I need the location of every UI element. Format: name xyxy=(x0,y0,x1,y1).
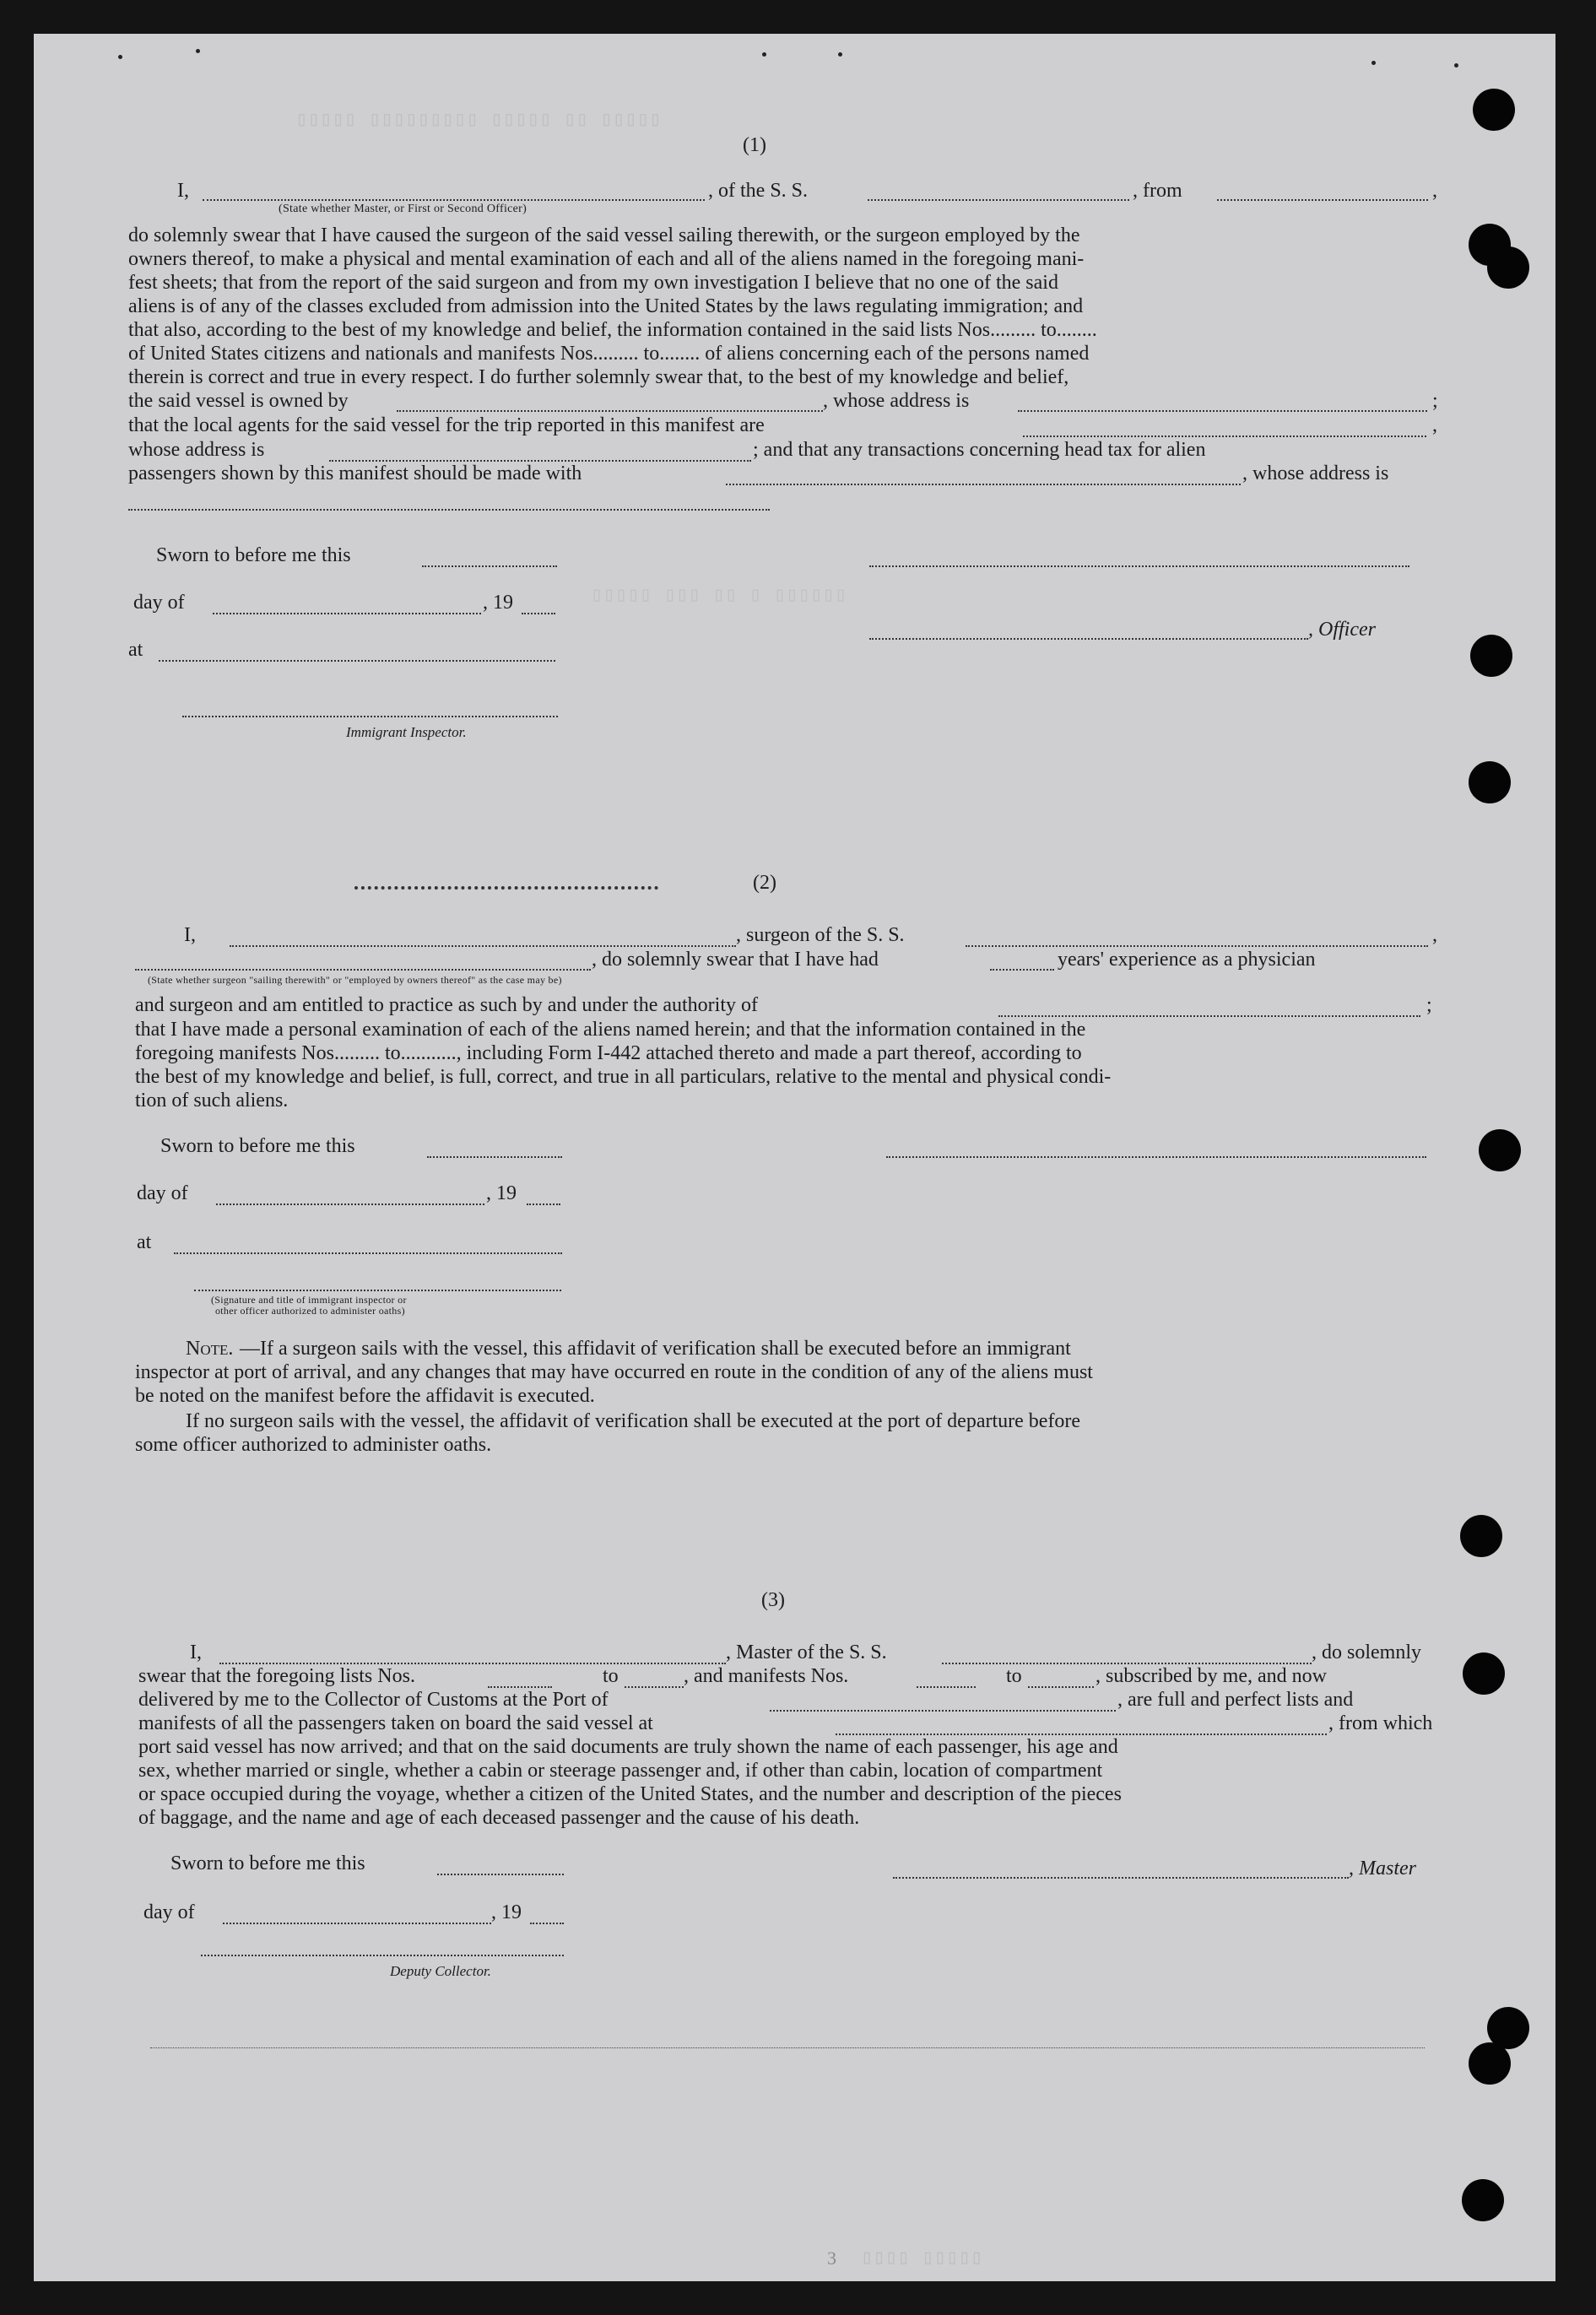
s3-master-signature-blank[interactable] xyxy=(893,1877,1349,1879)
s1-headtax-text: ; and that any transactions concerning head tax for alien xyxy=(753,439,1206,461)
s1-para-line: of United States citizens and nationals and manifests Nos......... to........ of aliens concerning each of the persons named xyxy=(128,343,1090,365)
s3-para-line: or space occupied during the voyage, whether a citizen of the United States, and the number and description of the pieces xyxy=(138,1783,1122,1805)
ink-speck xyxy=(762,52,766,57)
s2-para-line: foregoing manifests Nos......... to..........., including Form I-442 attached thereto and made a part thereof, according to xyxy=(135,1042,1082,1064)
s1-owned-label: the said vessel is owned by xyxy=(128,390,349,412)
binder-hole xyxy=(1473,89,1515,131)
s2-signature-caption: (Signature and title of immigrant inspector or xyxy=(211,1294,407,1306)
manifest-form-sheet xyxy=(34,34,1555,2281)
s1-para-line: that also, according to the best of my knowledge and belief, the information contained in the said lists Nos......... to........ xyxy=(128,319,1097,341)
binder-hole xyxy=(1462,2179,1504,2221)
ink-speck xyxy=(838,52,842,57)
s1-para-line: aliens is of any of the classes excluded from admission into the United States by the laws regulating immigration; and xyxy=(128,295,1084,317)
s1-owner-address-blank[interactable] xyxy=(1018,410,1427,412)
binder-hole xyxy=(1463,1652,1505,1695)
s3-lists-to-blank[interactable] xyxy=(625,1686,684,1688)
binder-hole xyxy=(1469,2042,1511,2085)
s1-para-line: owners thereof, to make a physical and mental examination of each and all of the aliens named in the foregoing mani- xyxy=(128,248,1085,270)
footer-page-mark: 3 xyxy=(827,2247,836,2269)
s1-day-label: day of xyxy=(133,592,185,614)
s2-day-label: day of xyxy=(137,1182,188,1204)
s1-para-line: fest sheets; that from the report of the said surgeon and from my own investigation I believe that no one of the said xyxy=(128,272,1058,294)
s1-officer-signature-blank[interactable] xyxy=(869,565,1409,567)
s2-surgeon-label: , surgeon of the S. S. xyxy=(736,924,905,946)
s2-semicolon: ; xyxy=(1426,994,1432,1016)
s3-master-label: , Master of the S. S. xyxy=(726,1642,887,1663)
s2-at-place-blank[interactable] xyxy=(174,1252,562,1254)
s3-solemnly-label: , do solemnly xyxy=(1312,1642,1421,1663)
s1-sworn-day-blank[interactable] xyxy=(422,565,557,567)
s2-surgeon-signature-blank[interactable] xyxy=(886,1156,1426,1158)
bleed-through-text: ▯▯▯▯▯ ▯▯▯ ▯▯ ▯ ▯▯▯▯▯▯ xyxy=(591,582,847,606)
s1-rank-caption: (State whether Master, or First or Second Officer) xyxy=(279,203,527,215)
s2-status-caption: (State whether surgeon "sailing therewith" or "employed by owners thereof" as the case may be) xyxy=(148,974,562,986)
ink-speck xyxy=(118,55,122,59)
s3-delivered-label: delivered by me to the Collector of Customs at the Port of xyxy=(138,1689,609,1711)
s2-year-label: , 19 xyxy=(486,1182,517,1204)
s2-para-line: tion of such aliens. xyxy=(135,1090,289,1112)
s3-master-caption: , Master xyxy=(1349,1858,1416,1880)
s2-note-line: be noted on the manifest before the affidavit is executed. xyxy=(135,1385,595,1407)
s2-year-blank[interactable] xyxy=(527,1203,560,1205)
s1-sworn-label: Sworn to before me this xyxy=(156,544,351,566)
binder-hole xyxy=(1487,246,1529,289)
s1-owner-blank[interactable] xyxy=(397,410,823,412)
s3-to-label: to xyxy=(1006,1665,1022,1687)
s2-authority-blank[interactable] xyxy=(998,1015,1420,1017)
bleed-through-text: ▯▯▯▯ ▯▯▯▯▯ xyxy=(861,2245,983,2269)
s3-manifests-from-blank[interactable] xyxy=(917,1686,976,1688)
s2-para-line: that I have made a personal examination of each of the aliens named herein; and that the information contained in the xyxy=(135,1019,1086,1041)
s1-contact-address-blank[interactable] xyxy=(128,509,770,511)
s1-year-label: , 19 xyxy=(483,592,513,614)
s1-at-label: at xyxy=(128,639,143,661)
s3-manifests-to-blank[interactable] xyxy=(1028,1686,1094,1688)
ink-speck xyxy=(196,49,200,53)
s2-at-label: at xyxy=(137,1231,152,1253)
s2-inspector-signature-blank[interactable] xyxy=(194,1290,561,1291)
s3-collector-signature-blank[interactable] xyxy=(201,1955,564,1956)
s2-sworn-label: Sworn to before me this xyxy=(160,1135,355,1157)
s2-experience-label: years' experience as a physician xyxy=(1058,949,1316,971)
section-3-number: (3) xyxy=(761,1589,785,1611)
s2-surgeon-status-blank[interactable] xyxy=(135,969,591,971)
ink-speck xyxy=(1454,63,1458,68)
s2-para-line: the best of my knowledge and belief, is full, correct, and true in all particulars, relative to the mental and physical condi- xyxy=(135,1066,1112,1088)
s1-officer-label: , Officer xyxy=(1308,619,1376,641)
s3-i-label: I, xyxy=(190,1642,202,1663)
s1-officer-name-blank[interactable] xyxy=(869,638,1308,640)
s2-comma: , xyxy=(1432,924,1437,946)
s1-at-place-blank[interactable] xyxy=(159,660,555,662)
s2-note-line: —If a surgeon sails with the vessel, this affidavit of verification shall be executed before an immigrant xyxy=(240,1338,1071,1360)
s1-agents-label: that the local agents for the said vessel for the trip reported in this manifest are xyxy=(128,414,765,436)
ink-speck xyxy=(1371,61,1376,65)
s1-ss-label: , of the S. S. xyxy=(708,180,809,202)
s2-years-blank[interactable] xyxy=(990,969,1054,971)
binder-hole xyxy=(1469,761,1511,803)
s2-decorative-rule xyxy=(354,886,658,890)
s1-i-label: I, xyxy=(177,180,189,202)
binder-hole xyxy=(1479,1129,1521,1171)
s1-passengers-label: passengers shown by this manifest should be made with xyxy=(128,462,582,484)
s3-to-label: to xyxy=(603,1665,619,1687)
s3-manifests-label: , and manifests Nos. xyxy=(684,1665,849,1687)
s3-sworn-label: Sworn to before me this xyxy=(170,1853,365,1874)
s1-inspector-caption: Immigrant Inspector. xyxy=(346,724,467,740)
s3-para-line: of baggage, and the name and age of each deceased passenger and the cause of his death. xyxy=(138,1807,860,1829)
s3-subscribed-label: , subscribed by me, and now xyxy=(1096,1665,1327,1687)
s2-signature-caption: other officer authorized to administer oaths) xyxy=(215,1305,405,1317)
section-1-number: (1) xyxy=(743,134,766,156)
s2-note-line: inspector at port of arrival, and any changes that may have occurred en route in the condition of any of the aliens must xyxy=(135,1361,1093,1383)
s1-year-blank[interactable] xyxy=(522,613,555,614)
s2-note-line: If no surgeon sails with the vessel, the affidavit of verification shall be executed at the port of departure before xyxy=(186,1410,1081,1432)
s2-surgeon-name-blank[interactable] xyxy=(230,945,736,947)
s3-day-label: day of xyxy=(143,1901,195,1923)
s1-comma: , xyxy=(1432,414,1437,436)
s3-para-line: port said vessel has now arrived; and that on the said documents are truly shown the name of each passenger, his age and xyxy=(138,1736,1118,1758)
s1-from-label: , from xyxy=(1133,180,1182,202)
s1-headtax-contact-blank[interactable] xyxy=(726,484,1241,485)
s2-authority-label: and surgeon and am entitled to practice as such by and under the authority of xyxy=(135,994,758,1016)
binder-hole xyxy=(1460,1515,1502,1557)
s2-i-label: I, xyxy=(184,924,196,946)
s1-para-line: therein is correct and true in every respect. I do further solemnly swear that, to the best of my knowledge and belief, xyxy=(128,366,1069,388)
s2-note-label: Note. xyxy=(186,1338,234,1360)
s3-port-blank[interactable] xyxy=(770,1710,1116,1712)
s3-para-line: sex, whether married or single, whether a cabin or steerage passenger and, if other than cabin, location of compartment xyxy=(138,1760,1103,1782)
s1-agents-blank[interactable] xyxy=(1023,435,1426,437)
s3-month-blank[interactable] xyxy=(223,1923,491,1924)
s1-inspector-signature-blank[interactable] xyxy=(182,716,558,717)
section-2-number: (2) xyxy=(753,872,776,894)
s3-from-which-label: , from which xyxy=(1328,1712,1433,1734)
s3-full-lists-label: , are full and perfect lists and xyxy=(1117,1689,1354,1711)
s2-sworn-day-blank[interactable] xyxy=(427,1156,562,1158)
bleed-through-text: ▯▯▯▯▯ ▯▯ ▯▯▯▯▯ ▯▯▯▯▯▯▯▯▯ ▯▯▯▯▯ xyxy=(295,110,662,133)
s2-month-blank[interactable] xyxy=(216,1203,484,1205)
s1-from-port-blank[interactable] xyxy=(1217,199,1428,201)
s1-semicolon: ; xyxy=(1432,390,1438,412)
s3-year-label: , 19 xyxy=(491,1901,522,1923)
s3-manifests-board-label: manifests of all the passengers taken on board the said vessel at xyxy=(138,1712,653,1734)
s1-month-blank[interactable] xyxy=(213,613,481,614)
s3-lists-label: swear that the foregoing lists Nos. xyxy=(138,1665,415,1687)
s1-vessel-name-blank[interactable] xyxy=(868,199,1129,201)
s1-agents-address-label: whose address is xyxy=(128,439,265,461)
bottom-rule xyxy=(150,2047,1425,2048)
s3-year-blank[interactable] xyxy=(530,1923,564,1924)
binder-hole xyxy=(1470,635,1512,677)
s1-owner-address-label: , whose address is xyxy=(823,390,970,412)
s2-vessel-name-blank[interactable] xyxy=(966,945,1428,947)
s3-sworn-day-blank[interactable] xyxy=(437,1874,564,1875)
s2-swear-label: , do solemnly swear that I have had xyxy=(592,949,879,971)
s2-note-line: some officer authorized to administer oaths. xyxy=(135,1434,492,1456)
s1-para-line: do solemnly swear that I have caused the surgeon of the said vessel sailing therewith, or the surgeon employed by the xyxy=(128,224,1080,246)
s1-officer-rank-blank[interactable] xyxy=(203,199,705,201)
s3-collector-caption: Deputy Collector. xyxy=(390,1963,491,1979)
s1-whose-address-label: , whose address is xyxy=(1242,462,1389,484)
s1-comma: , xyxy=(1432,180,1437,202)
